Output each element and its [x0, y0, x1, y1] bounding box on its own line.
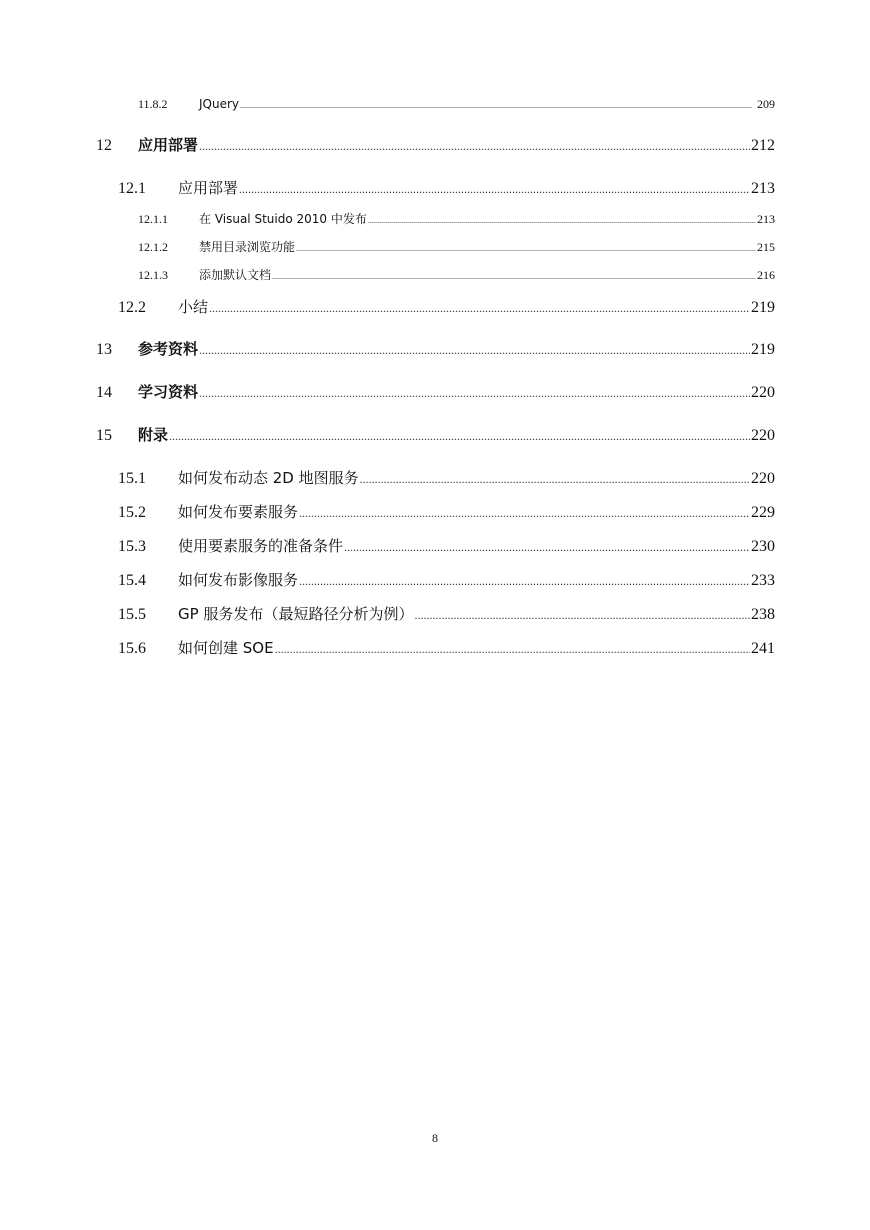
- toc-entry-page: 220: [751, 384, 775, 401]
- toc-entry-15[interactable]: [96, 424, 775, 445]
- toc-leader-dots: [199, 343, 750, 358]
- toc-leader-dots: [239, 182, 750, 197]
- toc-entry-title: 学习资料: [138, 383, 199, 401]
- toc-entry-12-1-3[interactable]: [138, 266, 775, 283]
- toc-entry-number: 12.1.3: [138, 268, 168, 282]
- toc-entry-12[interactable]: [96, 134, 775, 155]
- page-number: 8: [432, 1131, 438, 1145]
- toc-entry-page: 233: [751, 572, 775, 589]
- toc-entry-number: 14: [96, 384, 112, 401]
- toc-entry-title: 如何创建 SOE: [178, 639, 274, 657]
- toc-entry-number: 12.2: [118, 299, 146, 316]
- toc-leader-dots: [199, 386, 750, 401]
- toc-entry-title: GP 服务发布（最短路径分析为例）: [178, 605, 414, 623]
- toc-entry-page: 209: [757, 97, 775, 111]
- toc-entry-number: 15.6: [118, 640, 146, 657]
- toc-entry-page: 219: [751, 341, 775, 358]
- toc-entry-page: 220: [751, 427, 775, 444]
- toc-leader-dots: [240, 101, 756, 110]
- toc-entry-15-5[interactable]: [118, 603, 775, 624]
- toc-entry-number: 15: [96, 427, 112, 444]
- toc-entry-15-1[interactable]: [118, 467, 775, 488]
- toc-entry-page: 229: [751, 504, 775, 521]
- toc-entry-title: 应用部署: [138, 136, 199, 154]
- toc-leader-dots: [199, 139, 750, 154]
- toc-entry-title: 如何发布要素服务: [178, 503, 299, 521]
- toc-leader-dots: [360, 472, 750, 487]
- toc-entry-11-8-2[interactable]: [138, 97, 775, 112]
- toc-entry-title: 禁用目录浏览功能: [199, 240, 296, 254]
- toc-entry-13[interactable]: [96, 338, 775, 359]
- toc-entry-12-1[interactable]: [118, 177, 775, 198]
- toc-entry-page: 215: [757, 240, 775, 254]
- toc-entry-number: 15.4: [118, 572, 146, 589]
- toc-entry-number: 12.1.1: [138, 212, 168, 226]
- toc-entry-page: 230: [751, 538, 775, 555]
- toc-entry-number: 11.8.2: [138, 97, 168, 111]
- toc-leader-dots: [344, 540, 750, 555]
- toc-leader-dots: [275, 642, 750, 657]
- toc-leader-dots: [299, 574, 750, 589]
- toc-entry-12-2[interactable]: [118, 296, 775, 317]
- toc-entry-title: 附录: [138, 426, 169, 444]
- toc-entry-title: 如何发布动态 2D 地图服务: [178, 469, 359, 487]
- toc-entry-page: 219: [751, 299, 775, 316]
- toc-entry-title: 添加默认文档: [199, 268, 272, 282]
- toc-entry-title: 小结: [178, 298, 209, 316]
- toc-entry-title: 参考资料: [138, 340, 199, 358]
- toc-entry-page: 213: [751, 180, 775, 197]
- toc-leader-dots: [209, 301, 750, 316]
- toc-entry-title: 应用部署: [178, 179, 239, 197]
- toc-entry-number: 12.1: [118, 180, 146, 197]
- toc-entry-15-3[interactable]: [118, 535, 775, 556]
- toc-leader-dots: [272, 272, 756, 281]
- toc-entry-number: 15.5: [118, 606, 146, 623]
- toc-entry-title: 在 Visual Stuido 2010 中发布: [199, 212, 367, 226]
- toc-entry-number: 12: [96, 137, 112, 154]
- toc-entry-page: 213: [757, 212, 775, 226]
- toc-entry-title: 如何发布影像服务: [178, 571, 299, 589]
- toc-entry-15-4[interactable]: [118, 569, 775, 590]
- toc-leader-dots: [414, 608, 750, 623]
- toc-entry-number: 15.1: [118, 470, 146, 487]
- toc-entry-number: 15.2: [118, 504, 146, 521]
- toc-entry-number: 12.1.2: [138, 240, 168, 254]
- toc-leader-dots: [299, 506, 750, 521]
- toc-entry-12-1-2[interactable]: [138, 238, 775, 255]
- toc-entry-15-2[interactable]: [118, 501, 775, 522]
- toc-entry-15-6[interactable]: [118, 637, 775, 658]
- toc-entry-page: 238: [751, 606, 775, 623]
- toc-entry-page: 216: [757, 268, 775, 282]
- toc-entry-14[interactable]: [96, 381, 775, 402]
- toc-entry-page: 220: [751, 470, 775, 487]
- toc-leader-dots: [368, 216, 756, 225]
- toc-entry-number: 13: [96, 341, 112, 358]
- toc-entry-title: 使用要素服务的准备条件: [178, 537, 344, 555]
- toc-leader-dots: [169, 429, 750, 444]
- toc-entry-number: 15.3: [118, 538, 146, 555]
- toc-entry-page: 212: [751, 137, 775, 154]
- toc-entry-page: 241: [751, 640, 775, 657]
- toc-entry-12-1-1[interactable]: [138, 210, 775, 227]
- toc-leader-dots: [296, 244, 756, 253]
- toc-entry-title: JQuery: [199, 97, 240, 111]
